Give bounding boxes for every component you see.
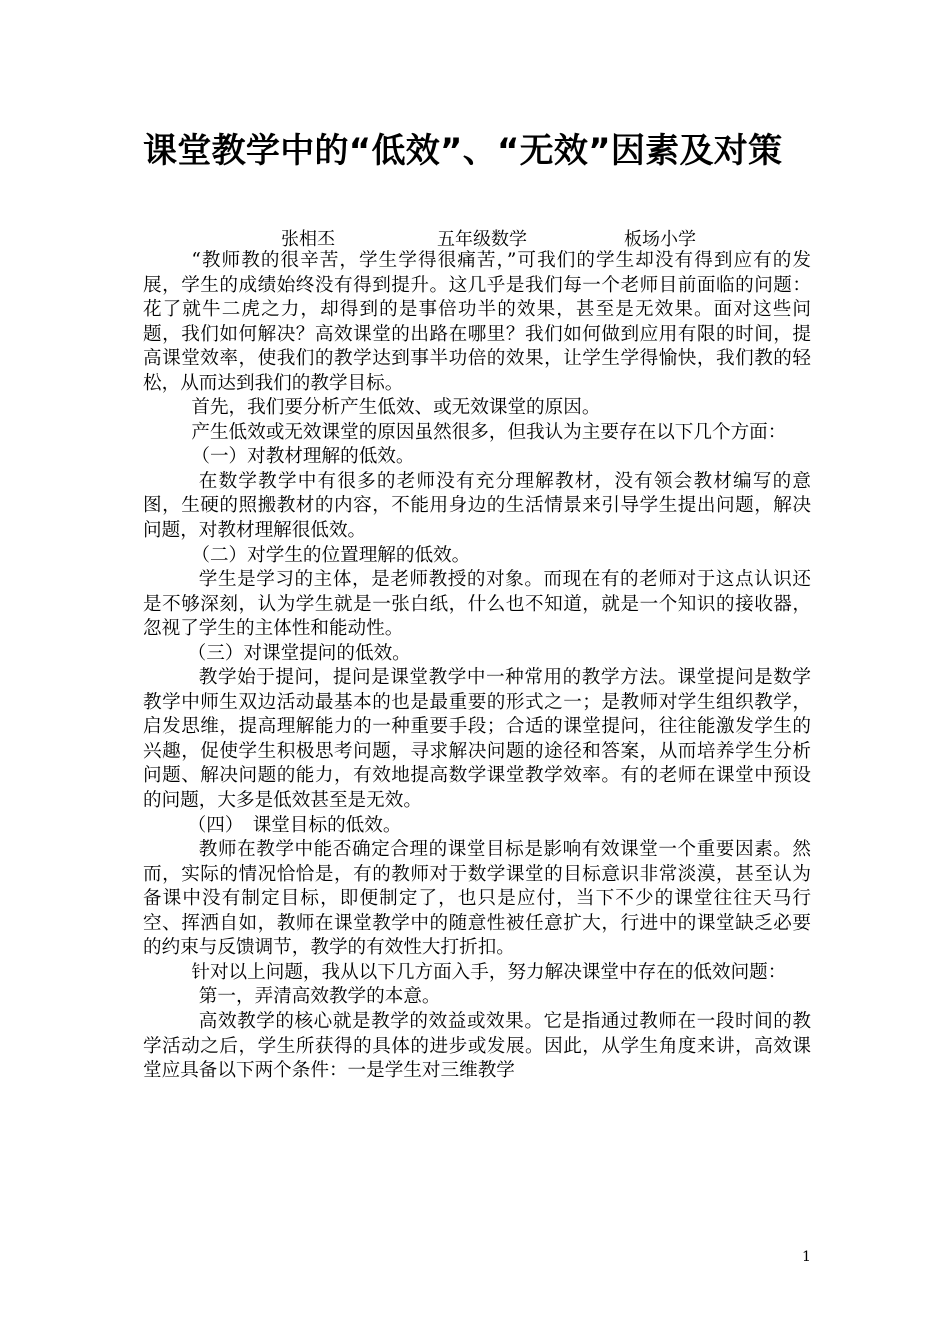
paragraph-section-3: 教学始于提问，提问是课堂教学中一种常用的教学方法。课堂提问是数学教学中师生双边活动最基本的也是最重要的形式之一；是教师对学生组织教学，启发思维，提高理解能力的一种重要手段；合适的课堂提问，往往能激发学生的兴趣，促使学生积极思考问题，寻求解决问题的途径和答案，从而培养学生分析问题、解决问题的能力，有效地提高数学课堂教学效率。有的老师在课堂中预设的问题，大多是低效甚至是无效。 [143, 667, 811, 812]
paragraph-section-1: 在数学教学中有很多的老师没有充分理解教材，没有领会教材编写的意图，生硬的照搬教材的内容，不能用身边的生活情景来引导学生提出问题，解决问题，对教材理解很低效。 [143, 470, 811, 542]
paragraph-intro: “教师教的很辛苦，学生学得很痛苦，”可我们的学生却没有得到应有的发展，学生的成绩始终没有得到提升。这几乎是我们每一个老师目前面临的问题：花了就牛二虎之力，却得到的是事倍功半的效果，甚至是无效果。面对这些问题，我们如何解决？高效课堂的出路在哪里？我们如何做到应用有限的时间，提高课堂效率，使我们的教学达到事半功倍的效果，让学生学得愉快，我们教的轻松，从而达到我们的教学目标。 [143, 250, 811, 394]
paragraph-solution-1: 高效教学的核心就是教学的效益或效果。它是指通过教师在一段时间的教学活动之后，学生所获得的具体的进步或发展。因此，从学生角度来讲，高效课堂应具备以下两个条件：一是学生对三维教学 [143, 1010, 811, 1082]
page-number: 1 [802, 1249, 811, 1265]
paragraph-solutions-intro: 针对以上问题，我从以下几方面入手，努力解决课堂中存在的低效问题： [191, 961, 787, 983]
paragraph-section-4: 教师在教学中能否确定合理的课堂目标是影响有效课堂一个重要因素。然而，实际的情况恰恰是，有的教师对于数学课堂的目标意识非常淡漠，甚至认为备课中没有制定目标，即便制定了，也只是应付，当下不少的课堂往往天马行空、挥洒自如，教师在课堂教学中的随意性被任意扩大，行进中的课堂缺乏必要的约束与反馈调节，教学的有效性大打折扣。 [143, 839, 811, 959]
grade-subject: 五年级数学 [437, 229, 527, 250]
author-name: 张相丕 [281, 229, 335, 250]
document-body [143, 249, 811, 1084]
solution-heading-1: 第一，弄清高效教学的本意。 [198, 986, 441, 1008]
school-name: 板场小学 [624, 229, 696, 250]
section-heading-4: （四） 课堂目标的低效。 [187, 814, 402, 836]
paragraph-causes-intro: 产生低效或无效课堂的原因虽然很多，但我认为主要存在以下几个方面： [191, 421, 787, 443]
section-heading-2: （二）对学生的位置理解的低效。 [191, 544, 471, 566]
document-title: 课堂教学中的“低效”、“无效”因素及对策 [143, 131, 783, 171]
paragraph-first-step: 首先，我们要分析产生低效、或无效课堂的原因。 [191, 397, 601, 419]
paragraph-section-2: 学生是学习的主体，是老师教授的对象。而现在有的老师对于这点认识还是不够深刻，认为学生就是一张白纸，什么也不知道，就是一个知识的接收器，忽视了学生的主体性和能动性。 [143, 569, 811, 640]
section-heading-1: （一）对教材理解的低效。 [191, 446, 415, 468]
section-heading-3: （三）对课堂提问的低效。 [187, 642, 411, 664]
